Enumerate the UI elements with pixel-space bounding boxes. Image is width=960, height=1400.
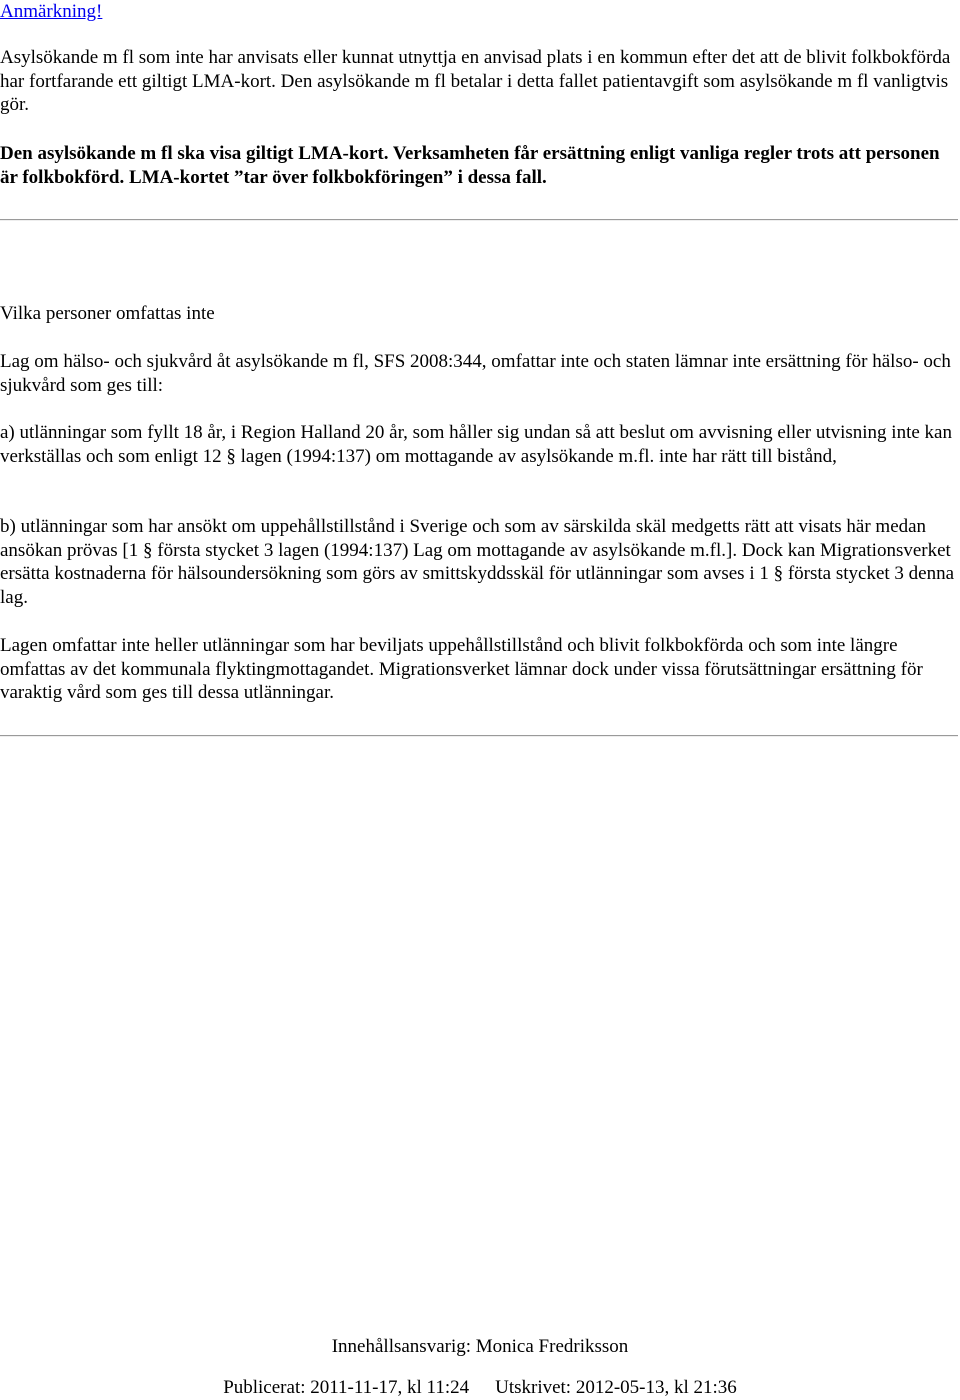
divider-bottom <box>0 735 958 737</box>
footer-responsible: Innehållsansvarig: Monica Fredriksson <box>331 1336 629 1357</box>
published-date: Publicerat: 2011-11-17, kl 11:24 <box>223 1377 470 1398</box>
note-bold-paragraph: Den asylsökande m fl ska visa giltigt LMA-kort. Verksamheten får ersättning enligt vanliga regler trots att personen är folkbokförd. LMA-kortet ”tar över folkbokföringen” i dessa fall. <box>0 143 940 188</box>
section-intro: Lag om hälso- och sjukvård åt asylsökande m fl, SFS 2008:344, omfattar inte och staten lämnar inte ersättning för hälso- och sjukvård som ges till: <box>0 351 951 396</box>
section-closing: Lagen omfattar inte heller utlänningar som har beviljats uppehållstillstånd och blivit folkbokförda och som inte längre omfattas av det kommunala flyktingmottagandet. Migrationsverket lämnar dock under vissa förutsättningar ersättning för varaktig vård som ges till dessa utlänningar. <box>0 635 923 703</box>
section-heading: Vilka personer omfattas inte <box>0 303 215 324</box>
list-item-a: a) utlänningar som fyllt 18 år, i Region Halland 20 år, som håller sig undan så att beslut om avvisning eller utvisning inte kan verkställas och som enligt 12 § lagen (1994:137) om mottagande av asylsökande m.fl. inte har rätt till bistånd, <box>0 422 952 467</box>
divider-top <box>0 219 958 221</box>
footer-dates <box>0 1376 960 1400</box>
printed-date: Utskrivet: 2012-05-13, kl 21:36 <box>495 1377 737 1398</box>
list-item-b: b) utlänningar som har ansökt om uppehållstillstånd i Sverige och som av särskilda skäl medgetts rätt att visats här medan ansökan prövas [1 § första stycket 3 lagen (1994:137) Lag om mottagande av asylsökande m.fl.]. Dock kan Migrationsverket ersätta kostnaderna för hälsoundersökning som görs av smittskyddsskäl för utlänningar som avses i 1 § första stycket 3 denna lag. <box>0 516 955 608</box>
note-link[interactable]: Anmärkning! <box>0 1 103 22</box>
note-paragraph: Asylsökande m fl som inte har anvisats eller kunnat utnyttja en anvisad plats i en kommun efter det att de blivit folkbokförda har fortfarande ett giltigt LMA-kort. Den asylsökande m fl betalar i detta fallet patientavgift som asylsökande m fl vanligtvis gör. <box>0 47 951 115</box>
